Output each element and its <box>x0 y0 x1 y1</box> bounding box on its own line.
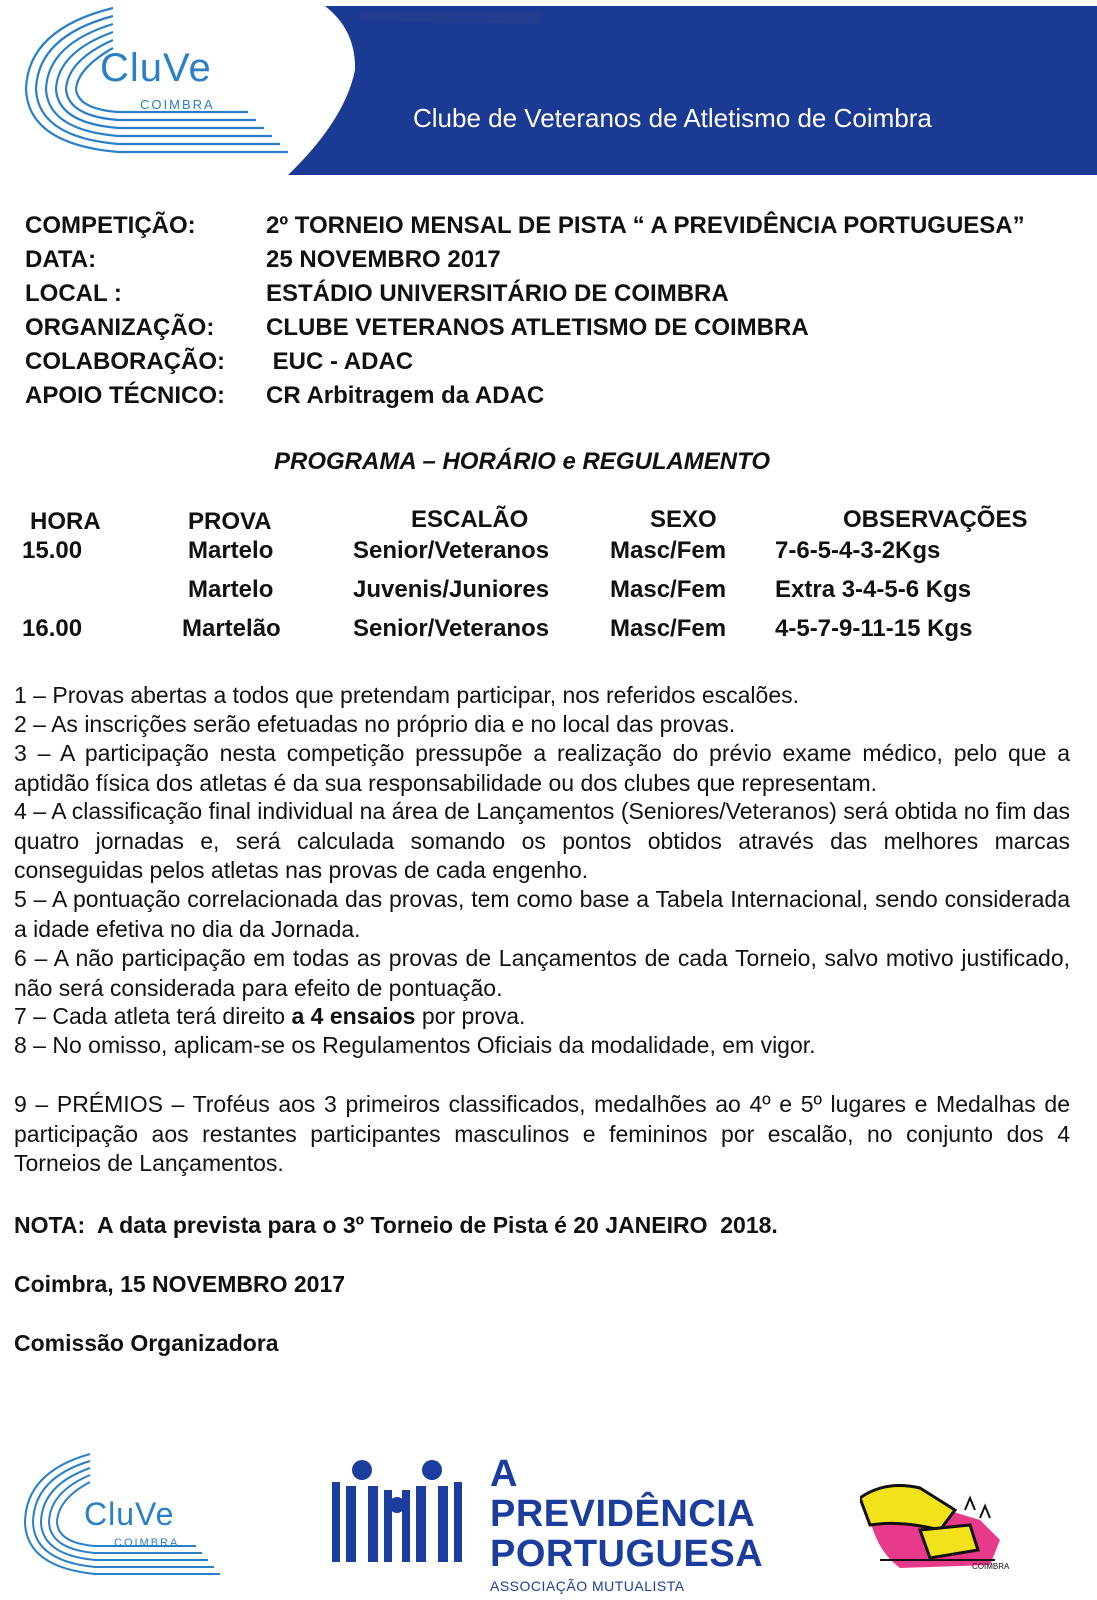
row1-obs: 7-6-5-4-3-2Kgs <box>775 537 941 564</box>
rule-7 <box>14 1002 1070 1032</box>
adac-logo-icon <box>860 1480 1010 1575</box>
rule-7-end: por prova. <box>415 1003 526 1029</box>
header-hora: HORA <box>30 508 101 535</box>
row1-escalao: Senior/Veteranos <box>353 537 550 564</box>
adac-logo <box>860 1480 1010 1575</box>
rule-7-emphasis: a 4 ensaios <box>291 1003 416 1029</box>
row1-hora: 15.00 <box>22 537 83 564</box>
cluve-footer-city: COIMBRA <box>114 1537 180 1549</box>
previdencia-sub: ASSOCIAÇÃO MUTUALISTA <box>490 1578 685 1594</box>
date-value: 25 NOVEMBRO 2017 <box>266 246 501 273</box>
row3-hora: 16.00 <box>22 615 83 642</box>
date-label: DATA: <box>25 246 97 273</box>
adac-city: COIMBRA <box>972 1562 1010 1571</box>
row2-escalao: Juvenis/Juniores <box>353 576 550 603</box>
row3-sexo: Masc/Fem <box>610 615 727 642</box>
cluve-header-name: CluVe <box>100 46 212 90</box>
header-observacoes: OBSERVAÇÕES <box>843 506 1028 533</box>
row2-obs: Extra 3-4-5-6 Kgs <box>775 576 972 603</box>
row3-escalao: Senior/Veteranos <box>353 615 550 642</box>
row2-sexo: Masc/Fem <box>610 576 727 603</box>
row3-obs: 4-5-7-9-11-15 Kgs <box>775 615 973 642</box>
rule-9: 9 – PRÉMIOS – Troféus aos 3 primeiros classificados, medalhões ao 4º e 5º lugares e Medalhas de participação aos restantes participantes masculinos e femininos por escalão, no conjunto dos 4 Torneios de Lançamentos. <box>14 1091 1070 1176</box>
header-escalao: ESCALÃO <box>411 506 529 533</box>
location-label: LOCAL : <box>25 280 122 307</box>
previdencia-line1: PREVIDÊNCIA <box>490 1493 756 1535</box>
rule-2: 2 – As inscrições serão efetuadas no próprio dia e no local das provas. <box>14 711 736 737</box>
rule-1: 1 – Provas abertas a todos que pretendam participar, nos referidos escalões. <box>14 682 800 708</box>
row2-prova: Martelo <box>188 576 274 603</box>
signature: Comissão Organizadora <box>14 1330 279 1356</box>
collaboration-value: EUC - ADAC <box>266 348 414 375</box>
rule-7-text: 7 – Cada atleta terá direito <box>14 1003 292 1029</box>
row3-prova: Martelão <box>182 615 281 642</box>
competition-value: 2º TORNEIO MENSAL DE PISTA “ A PREVIDÊNCIA PORTUGUESA” <box>266 212 1025 239</box>
cluve-footer-logo <box>20 1452 230 1592</box>
collaboration-label: COLABORAÇÃO: <box>25 348 225 375</box>
cluve-footer-name: CluVe <box>84 1496 175 1532</box>
header-prova: PROVA <box>188 508 272 535</box>
previdencia-figures-icon <box>332 1460 467 1565</box>
row1-sexo: Masc/Fem <box>610 537 727 564</box>
previdencia-line2: PORTUGUESA <box>490 1533 764 1575</box>
previdencia-logo-text <box>490 1453 764 1595</box>
rule-6: 6 – A não participação em todas as provas de Lançamentos de cada Torneio, salvo motivo justificado, não será considerada para efeito de pontuação. <box>14 945 1070 1001</box>
location-value: ESTÁDIO UNIVERSITÁRIO DE COIMBRA <box>266 280 729 307</box>
technical-support-label: APOIO TÉCNICO: <box>25 382 226 409</box>
competition-label: COMPETIÇÃO: <box>25 212 196 239</box>
row1-prova: Martelo <box>188 537 274 564</box>
cluve-header-city: COIMBRA <box>140 97 215 112</box>
header-title: Clube de Veteranos de Atletismo de Coimbra <box>413 103 932 133</box>
rule-4: 4 – A classificação final individual na área de Lançamentos (Seniores/Veteranos) será obtida no fim das quatro jornadas e, será calculada somando os pontos obtidos através das melhores marcas conseguidas pelos atletas nas provas de cada engenho. <box>14 798 1070 883</box>
nota: NOTA: A data prevista para o 3º Torneio de Pista é 20 JANEIRO 2018. <box>14 1212 778 1238</box>
technical-support-value: CR Arbitragem da ADAC <box>266 382 545 409</box>
header-sexo: SEXO <box>650 506 717 533</box>
previdencia-a: A <box>490 1453 518 1495</box>
rule-8: 8 – No omisso, aplicam-se os Regulamentos Oficiais da modalidade, em vigor. <box>14 1032 816 1058</box>
rule-5: 5 – A pontuação correlacionada das provas, tem como base a Tabela Internacional, sendo considerada a idade efetiva no dia da Jornada. <box>14 886 1070 942</box>
place-date: Coimbra, 15 NOVEMBRO 2017 <box>14 1271 346 1297</box>
organization-value: CLUBE VETERANOS ATLETISMO DE COIMBRA <box>266 314 809 341</box>
cluve-header-logo <box>18 4 318 174</box>
program-title: PROGRAMA – HORÁRIO e REGULAMENTO <box>274 448 771 475</box>
rule-3: 3 – A participação nesta competição pressupõe a realização do prévio exame médico, pelo que a aptidão física dos atletas é da sua responsabilidade ou dos clubes que representam. <box>14 740 1070 796</box>
organization-label: ORGANIZAÇÃO: <box>25 314 215 341</box>
